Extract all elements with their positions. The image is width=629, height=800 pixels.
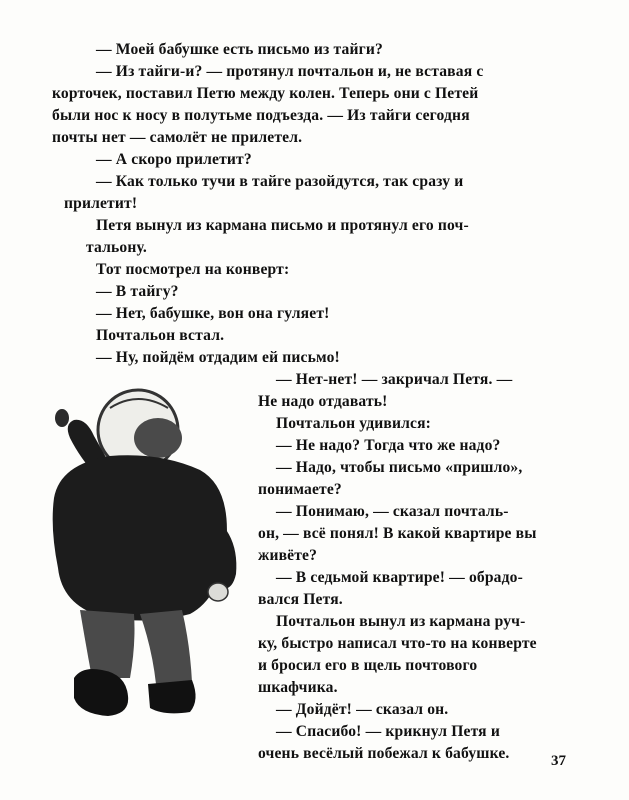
text-line: — Нет-нет! — закричал Петя. —: [276, 371, 513, 388]
boy-right-boot: [148, 680, 196, 713]
text-line: Почтальон удивился:: [276, 415, 432, 432]
text-line: почты нет — самолёт не прилетел.: [52, 129, 303, 146]
text-line: прилетит!: [64, 195, 138, 212]
text-line: — А скоро прилетит?: [96, 151, 252, 168]
boy-right-hand: [208, 583, 228, 601]
text-line: — В тайгу?: [96, 283, 179, 300]
text-line: — Как только тучи в тайге разойдутся, так сразу и: [96, 173, 464, 190]
text-line: ку, быстро написал что-то на конверте: [258, 635, 537, 652]
text-line: — Моей бабушке есть письмо из тайги?: [96, 41, 383, 58]
boy-illustration: [40, 378, 250, 738]
text-line: Тот посмотрел на конверт:: [96, 261, 290, 278]
boy-hand: [55, 409, 69, 427]
page-number: 37: [551, 753, 566, 769]
boy-left-leg: [80, 610, 135, 678]
text-line: вался Петя.: [258, 591, 343, 608]
text-line: очень весёлый побежал к бабушке.: [258, 745, 510, 762]
text-line: — Спасибо! — крикнул Петя и: [276, 723, 500, 740]
text-line: Не надо отдавать!: [258, 393, 388, 410]
text-line: и бросил его в щель почтового: [258, 657, 478, 674]
text-line: — Нет, бабушке, вон она гуляет!: [96, 305, 330, 322]
text-line: — Ну, пойдём отдадим ей письмо!: [96, 349, 340, 366]
text-line: были нос к носу в полутьме подъезда. — Из тайги сегодня: [52, 107, 470, 124]
text-line: тальону.: [86, 239, 147, 256]
text-line: понимаете?: [258, 481, 342, 498]
text-line: Почтальон встал.: [96, 327, 225, 344]
text-line: корточек, поставил Петю между колен. Теперь они с Петей: [52, 85, 479, 102]
text-line: — Понимаю, — сказал почталь-: [276, 503, 509, 520]
text-line: — Не надо? Тогда что же надо?: [276, 437, 501, 454]
boy-coat: [53, 455, 227, 620]
text-line: — В седьмой квартире! — обрадо-: [276, 569, 523, 586]
boy-right-leg: [140, 610, 192, 684]
text-line: Почтальон вынул из кармана руч-: [276, 613, 526, 630]
text-line: он, — всё понял! В какой квартире вы: [258, 525, 537, 542]
text-line: — Дойдёт! — сказал он.: [276, 701, 449, 718]
boy-face-shadow: [134, 418, 182, 458]
text-line: шкафчика.: [258, 679, 338, 696]
text-line: — Из тайги-и? — протянул почтальон и, не вставая с: [96, 63, 484, 80]
text-line: Петя вынул из кармана письмо и протянул его поч-: [96, 217, 469, 234]
text-line: — Надо, чтобы письмо «пришло»,: [276, 459, 523, 476]
text-line: живёте?: [258, 547, 318, 564]
